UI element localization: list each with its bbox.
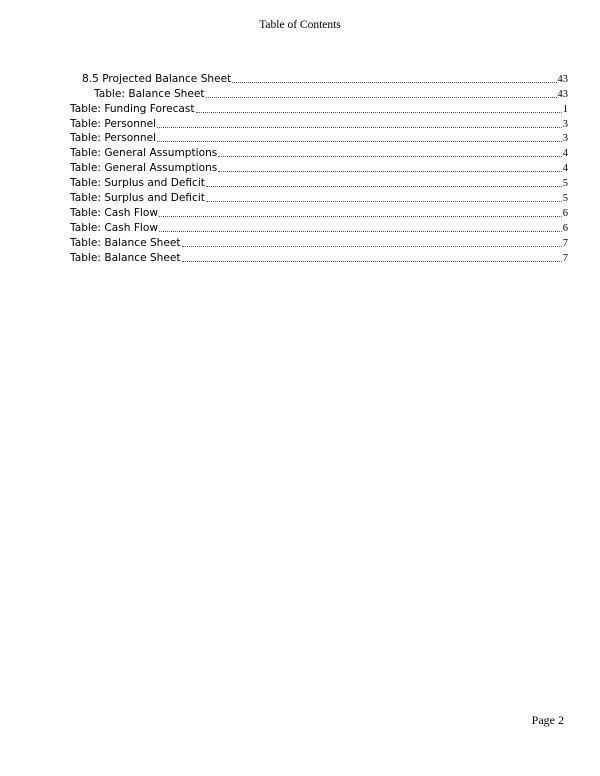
toc-dot-leader bbox=[218, 171, 561, 172]
toc-entry-title: Table: Cash Flow bbox=[70, 206, 159, 219]
toc-entry[interactable] bbox=[70, 235, 568, 250]
toc-entry[interactable] bbox=[70, 145, 568, 160]
toc-entry-page: 3 bbox=[562, 133, 568, 145]
toc-dot-leader bbox=[182, 261, 562, 262]
toc-entry-title: Table: General Assumptions bbox=[70, 147, 218, 160]
toc-entry[interactable] bbox=[70, 71, 568, 86]
toc-dot-leader bbox=[218, 156, 561, 157]
toc-entry-page: 6 bbox=[562, 222, 568, 234]
toc-entry-title: Table: Balance Sheet bbox=[94, 87, 205, 100]
toc-entry[interactable] bbox=[70, 220, 568, 235]
toc-entry-page: 7 bbox=[562, 252, 568, 264]
toc-entry[interactable] bbox=[70, 190, 568, 205]
toc-dot-leader bbox=[157, 141, 562, 142]
toc-entry-title: Table: Personnel bbox=[70, 132, 157, 145]
toc-entry-page: 1 bbox=[562, 103, 568, 115]
toc-dot-leader bbox=[196, 112, 562, 113]
toc-entry-title: Table: Personnel bbox=[70, 117, 157, 130]
toc-entry-page: 43 bbox=[557, 73, 568, 85]
toc-entry-page: 5 bbox=[562, 193, 568, 205]
toc-entry-page: 43 bbox=[557, 88, 568, 100]
toc-dot-leader bbox=[206, 97, 557, 98]
toc-dot-leader bbox=[206, 201, 562, 202]
toc-entry-title: Table: Surplus and Deficit bbox=[70, 192, 205, 205]
toc-entry-title: Table: Balance Sheet bbox=[70, 251, 181, 264]
toc-entry[interactable] bbox=[70, 116, 568, 131]
toc-entry-title: 8.5 Projected Balance Sheet bbox=[82, 72, 232, 85]
toc-dot-leader bbox=[159, 216, 562, 217]
toc-entry[interactable] bbox=[70, 131, 568, 146]
toc-entry-title: Table: Surplus and Deficit bbox=[70, 177, 205, 190]
toc-entry[interactable] bbox=[70, 205, 568, 220]
toc-entry-page: 4 bbox=[562, 163, 568, 175]
page-title: Table of Contents bbox=[259, 19, 341, 31]
toc-entry[interactable] bbox=[70, 86, 568, 101]
toc-dot-leader bbox=[206, 186, 562, 187]
toc-entry[interactable] bbox=[70, 175, 568, 190]
toc-entry-page: 5 bbox=[562, 178, 568, 190]
toc-entry-title: Table: Balance Sheet bbox=[70, 236, 181, 249]
toc-dot-leader bbox=[157, 127, 562, 128]
toc-entry-page: 6 bbox=[562, 207, 568, 219]
toc-entry[interactable] bbox=[70, 250, 568, 265]
toc-entry-title: Table: Cash Flow bbox=[70, 221, 159, 234]
toc-entry-page: 4 bbox=[562, 148, 568, 160]
toc-dot-leader bbox=[232, 82, 556, 83]
toc-entry-title: Table: General Assumptions bbox=[70, 162, 218, 175]
toc-entry-page: 3 bbox=[562, 118, 568, 130]
toc-entry[interactable] bbox=[70, 160, 568, 175]
toc-entry-title: Table: Funding Forecast bbox=[70, 102, 195, 115]
toc-entry-page: 7 bbox=[562, 237, 568, 249]
toc-dot-leader bbox=[182, 246, 562, 247]
page-number: Page 2 bbox=[531, 713, 564, 727]
toc-dot-leader bbox=[159, 231, 562, 232]
table-of-contents bbox=[70, 71, 568, 265]
toc-entry[interactable] bbox=[70, 101, 568, 116]
